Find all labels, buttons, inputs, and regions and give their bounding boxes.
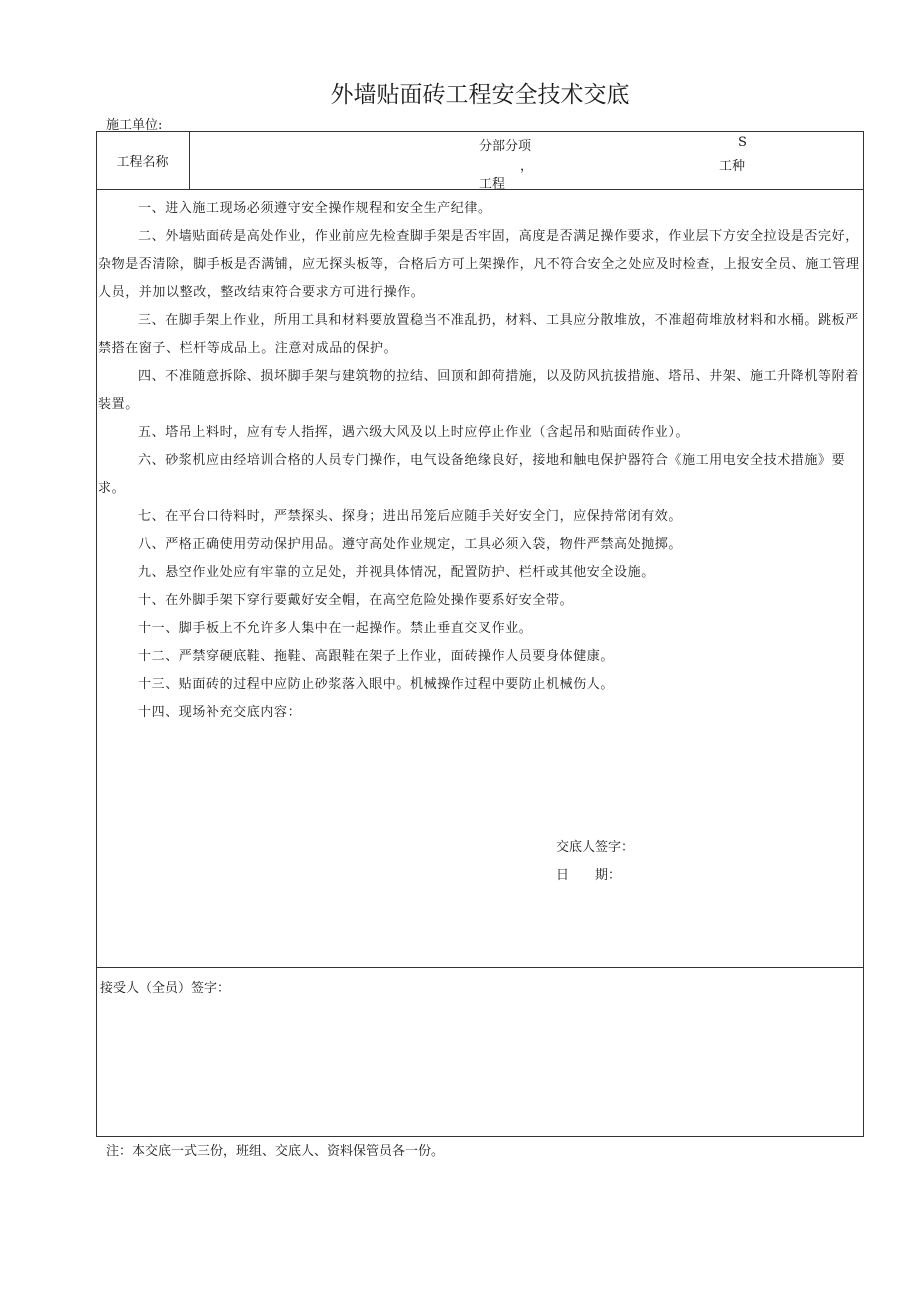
construction-unit-label: 施工单位: (106, 118, 163, 133)
item-12: 十二、严禁穿硬底鞋、拖鞋、高跟鞋在架子上作业，面砖操作人员要身体健康。 (138, 649, 615, 664)
item-11: 十一、脚手板上不允许多人集中在一起操作。禁止垂直交叉作业。 (138, 621, 533, 636)
receiver-signature-label: 接受人（全员）签字： (100, 981, 231, 996)
item-13: 十三、贴面砖的过程中应防止砂浆落入眼中。机械操作过程中要防止机械伤人。 (138, 677, 615, 692)
label-divider (189, 131, 190, 189)
date-label: 日 期： (556, 868, 622, 883)
receiver-divider (96, 967, 864, 968)
discloser-signature-label: 交底人签字： (556, 840, 635, 855)
item-5: 五、塔吊上料时，应有专人指挥，遇六级大风及以上时应停止作业（含起吊和贴面砖作业）。 (138, 425, 690, 440)
item-7: 七、在平台口待料时，严禁探头、探身；进出吊笼后应随手关好安全门，应保持常闭有效。 (138, 509, 683, 524)
s-label: S (738, 135, 747, 150)
item-4: 四、不准随意拆除、损坏脚手架与建筑物的拉结、回顶和卸荷措施，以及防风抗拔措施、塔吊、井架、施工升降机等附着装置。 (98, 369, 859, 412)
page-title: 外墙贴面砖工程安全技术交底 (330, 82, 630, 108)
item-14: 十四、现场补充交底内容： (138, 705, 302, 720)
subitem-label-line1: 分部分项 (479, 139, 532, 154)
item-1: 一、进入施工现场必须遵守安全操作规程和安全生产纪律。 (138, 201, 492, 216)
item-2: 二、外墙贴面砖是高处作业，作业前应先检查脚手架是否牢固，高度是否满足操作要求，作业层下方安全拉设是否完好，杂物是否清除，脚手板是否满铺，应无探头板等，合格后方可上架操作，凡不符合安全之处应及时检查，上报安全员、施工管理人员，并加以整改，整改结束符合要求方可进行操作。 (98, 229, 860, 300)
subitem-label-comma: ， (520, 159, 534, 174)
item-3: 三、在脚手架上作业，所用工具和材料要放置稳当不准乱扔，材料、工具应分散堆放，不准超荷堆放材料和水桶。跳板严禁搭在窗子、栏杆等成品上。注意对成品的保护。 (98, 313, 859, 356)
project-name-label: 工程名称 (116, 154, 169, 170)
trade-label: 工种 (719, 159, 746, 174)
footnote: 注：本交底一式三份，班组、交底人、资料保管员各一份。 (106, 1144, 445, 1159)
item-8: 八、严格正确使用劳动保护用品。遵守高处作业规定，工具必须入袋，物件严禁高处抛掷。 (138, 537, 683, 552)
disclosure-items (98, 195, 864, 727)
item-6: 六、砂浆机应由经培训合格的人员专门操作，电气设备绝缘良好，接地和触电保护器符合《施工用电安全技术措施》要求。 (98, 453, 846, 496)
item-10: 十、在外脚手架下穿行要戴好安全帽，在高空危险处操作要系好安全带。 (138, 593, 574, 608)
item-9: 九、悬空作业处应有牢靠的立足处，并视具体情况，配置防护、栏杆或其他安全设施。 (138, 565, 655, 580)
subitem-label-line3: 工程 (479, 177, 506, 192)
